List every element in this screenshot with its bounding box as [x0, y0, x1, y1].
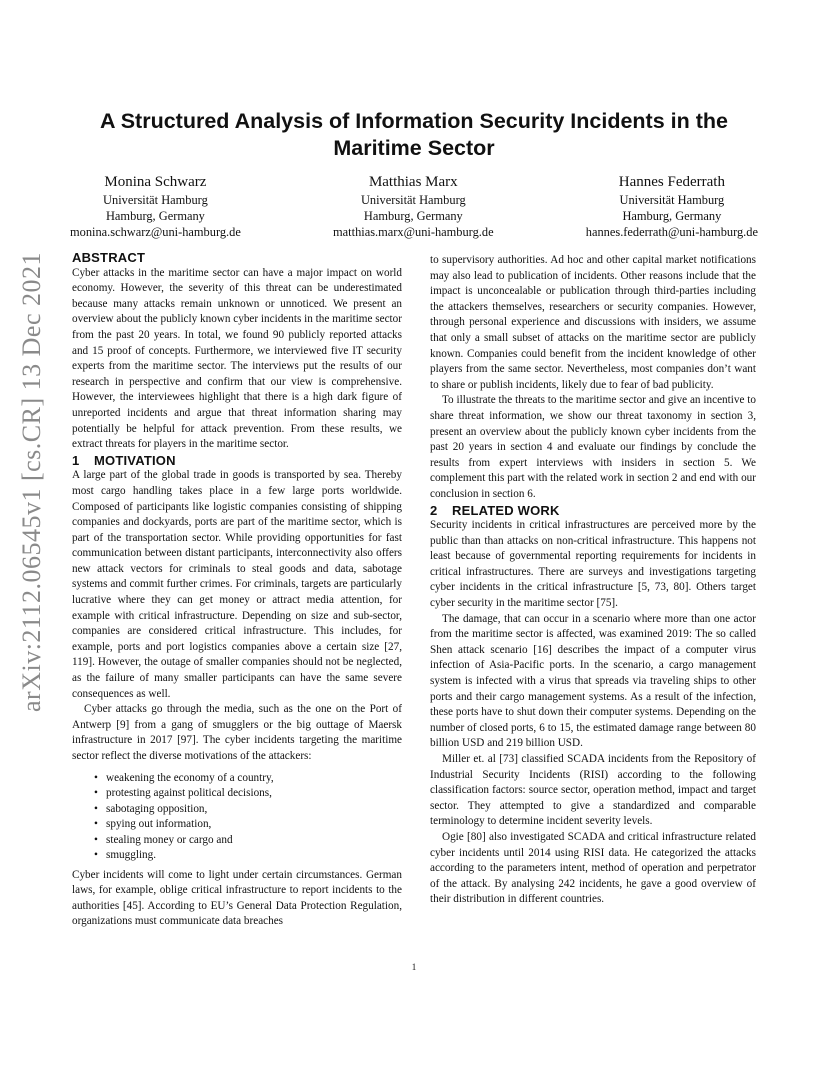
arxiv-identifier-text: arXiv:2112.06545v1 [cs.CR] 13 Dec 2021 — [17, 252, 47, 712]
list-item: • protesting against political decisions, — [106, 786, 402, 802]
list-item: • smuggling. — [106, 848, 402, 864]
left-column — [72, 250, 402, 930]
section-title: RELATED WORK — [452, 502, 560, 518]
section-title: MOTIVATION — [94, 452, 176, 468]
related-work-heading — [430, 503, 756, 519]
abstract-text: Cyber attacks in the maritime sector can have a major impact on world economy. However, the severity of this threat can be underestimated because many attacks remain unknown or unnoticed. We present an overview about the publicly known cyber incidents in the maritime sector from the past 20 years. In total, we found 90 publicly reported attacks and 15 proof of concepts. Furthermore, we interviewed five IT security experts from the maritime sector. The interviews put the results of our research in perspective and confirm that our view is comprehensive. However, the interviewees highlight that there is a high dark figure of unreported incidents and argue that threat information sharing may potentially be helpful for attack prevention. From these results, we extract threats for players in the maritime sector. — [72, 266, 402, 451]
author-2 — [333, 172, 494, 240]
paragraph: Security incidents in critical infrastructures are perceived more by the public than than attacks on non-critical infrastructure. This happens not least because of governmental reporting requirements for incidents in critical infrastructures. There are surveys and investigations targeting cyber incidents in the critical infrastructure [5, 73, 80]. Others target cyber security in the maritime sector [75]. — [430, 519, 756, 610]
abstract-heading: ABSTRACT — [72, 250, 146, 265]
section-number: 2 — [430, 502, 438, 518]
list-item: • stealing money or cargo and — [106, 833, 402, 849]
author-location: Hamburg, Germany — [105, 209, 205, 223]
author-block — [70, 172, 758, 240]
list-item: • sabotaging opposition, — [106, 802, 402, 818]
author-affiliation: Universität Hamburg — [619, 193, 725, 207]
paragraph: A large part of the global trade in goods is transported by sea. Thereby most cargo handling takes place in a few large ports worldwide. Composed of participants like logistic companies consisting of shipping companies and dockyards, ports are part of the maritime sector, which is part of the transportation sector. While providing opportunities for fast communication between distant participants, interconnectivity also offers new attack vectors for criminals to steal goods and data, sabotage systems and commit further crimes. For criminals, targets are particularly lucrative where they can get money or attract media attention, for example with critical infrastructure. Depending on size and sub-sector, companies are considered critical infrastructure. This includes, for example, ports and port logistics companies above a certain size [27, 119]. However, the outage of smaller companies should not be neglected, as the failure of many smaller participants can have the same severe consequences as well. — [72, 469, 402, 700]
right-column — [430, 253, 756, 908]
list-item: • spying out information, — [106, 817, 402, 833]
paragraph: Cyber attacks go through the media, such as the one on the Port of Antwerp [9] from a gang of smugglers or the big outtage of Maersk infrastructure in 2017 [97]. The cyber incidents targeting the maritime sector reflect the diverse motivations of the attackers: — [72, 703, 402, 762]
author-affiliation: Universität Hamburg — [360, 193, 466, 207]
paragraph: to supervisory authorities. Ad hoc and other capital market notifications may also lead to publication of incidents. Other reasons include that the impact is unconcealable or publication through third-parties including the attackers themselves, researchers or security companies. However, through personal experience and discussions with insiders, we assume that only a small subset of attacks on the maritime sector are publicly known. Companies could benefit from the incident knowledge of other players from the same sector. Nevertheless, most companies don’t want to share or publish incidents, likely due to fear of bad publicity. — [430, 254, 756, 391]
motivation-heading — [72, 453, 402, 469]
author-1 — [70, 172, 241, 240]
author-email: matthias.marx@uni-hamburg.de — [333, 225, 494, 239]
page-number: 1 — [411, 962, 417, 972]
author-name: Hannes Federrath — [618, 174, 725, 190]
paragraph: Ogie [80] also investigated SCADA and critical infrastructure related cyber incidents until 2014 using RISI data. He categorized the attacks according to the parameters intent, method of operation and perpetrator of the attack. By analysing 242 incidents, he gave a good overview of their distribution in different countries. — [430, 830, 756, 906]
paper-title: A Structured Analysis of Information Security Incidents in the Maritime Sector — [100, 109, 728, 160]
motivation-list — [72, 771, 402, 864]
author-location: Hamburg, Germany — [363, 209, 463, 223]
list-item: • weakening the economy of a country, — [106, 771, 402, 787]
arxiv-identifier-stamp — [9, 252, 55, 712]
author-email: hannes.federrath@uni-hamburg.de — [585, 225, 758, 239]
author-location: Hamburg, Germany — [622, 209, 722, 223]
author-email: monina.schwarz@uni-hamburg.de — [70, 225, 241, 239]
paragraph: The damage, that can occur in a scenario where more than one actor from the maritime sector is affected, was examined 2019: The so called Shen attack scenario [16] describes the impact of a computer virus infection of Asia-Pacific ports. In the scenario, a cargo management system is infected with a virus that spreads via traveling ships to other ports and their cargo management systems. As a result of the infection, these ports have to shut down their computer systems. Depending on the number of closed ports, 6 to 15, the estimated damage range between 80 billion USD and 219 billion USD. — [430, 612, 756, 750]
author-name: Matthias Marx — [368, 174, 458, 190]
paragraph: Cyber incidents will come to light under certain circumstances. German laws, for example, oblige critical infrastructure to report incidents to the authorities [45]. According to EU’s General Data Protection Regulation, organizations must communicate data breaches — [72, 868, 402, 928]
paragraph: Miller et. al [73] classified SCADA incidents from the Repository of Industrial Security Incidents (RISI) according to the following classification factors: source sector, operation method, impact and target sector. They attempted to give a standardized and comparable terminology to determine incident severity levels. — [430, 753, 756, 828]
author-3 — [586, 172, 758, 240]
section-number: 1 — [72, 452, 80, 468]
paragraph: To illustrate the threats to the maritime sector and give an incentive to share threat information, we show our threat taxonomy in section 3, present an overview about the publicly known cyber incidents from the past 20 years in section 4 and evaluate our findings by conclude the results from expert interviews with insiders in section 5. We complement this part with the related work in section 2 and end with our conclusion in section 6. — [430, 394, 756, 500]
author-affiliation: Universität Hamburg — [103, 193, 208, 207]
author-name: Monina Schwarz — [104, 174, 207, 190]
